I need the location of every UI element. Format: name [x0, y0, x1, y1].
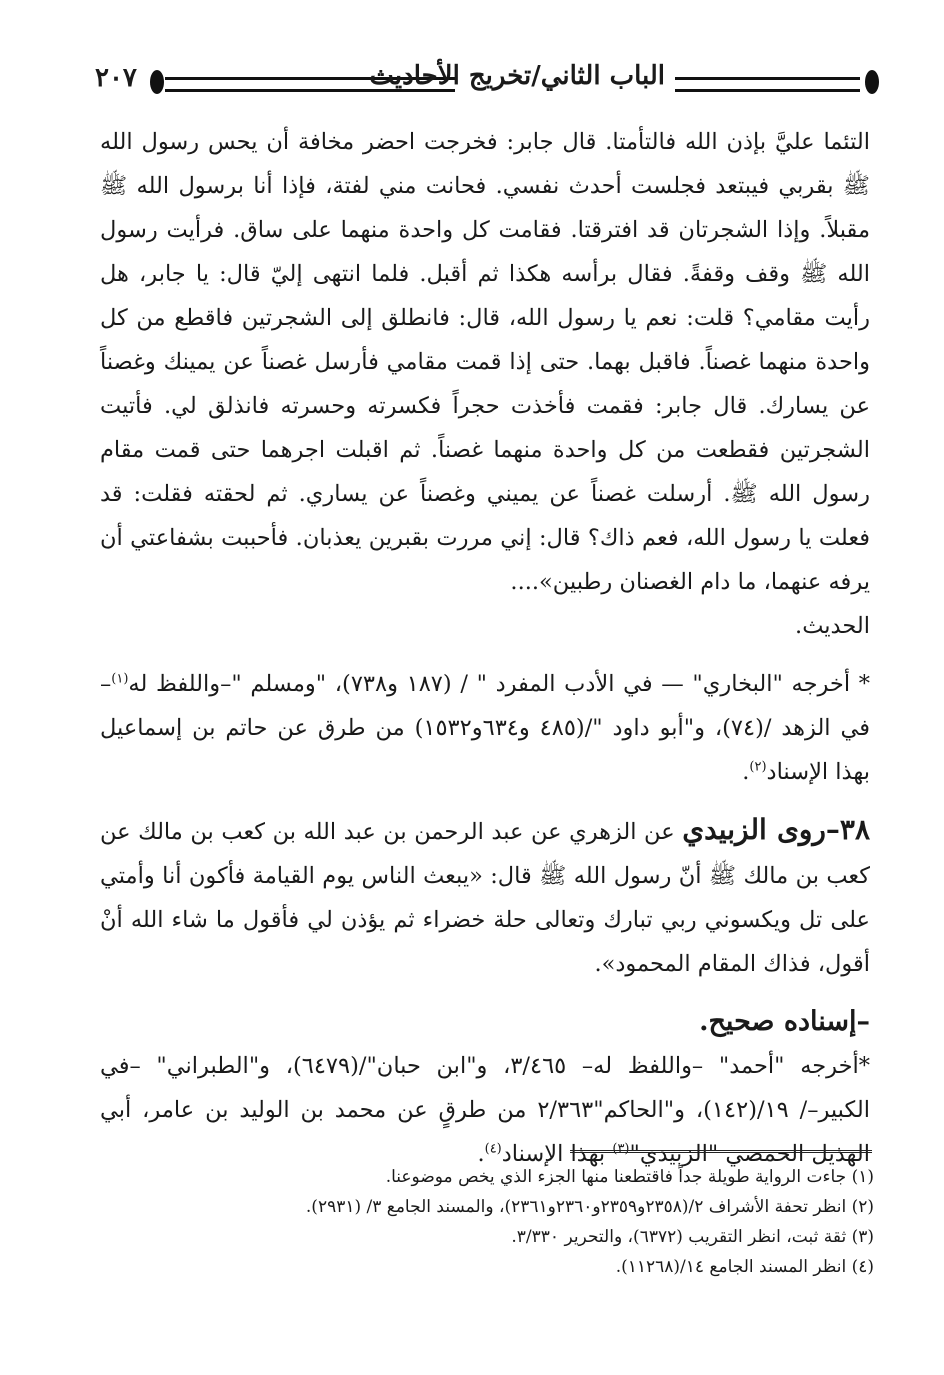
main-text: [100, 120, 870, 1176]
footnote-1: (١) جاءت الرواية طويلة جداً فاقتطعنا منها الجزء الذي يخص موضوعنا.: [385, 1167, 874, 1187]
paragraph-hadith-end: الحديث.: [795, 613, 870, 639]
page-header: [95, 55, 880, 105]
footnote-2: (٢) انظر تحفة الأشراف ٢/(٢٣٥٨و٢٣٥٩و٢٣٦٠و٢٣٦١)، والمسند الجامع ٣/ (٢٩٣١).: [305, 1197, 874, 1217]
paragraph-hadith-text: التئما عليَّ بإذن الله فالتأمتا. قال جابر: فخرجت احضر مخافة أن يحس رسول الله ﷺ بقربي فيبتعد فجلست أحدث نفسي. فحانت مني لفتة، فإذا أنا برسول الله ﷺ مقبلاً. وإذا الشجرتان قد افترقتا. فقامت كل واحدة منهما على ساق. فرأيت رسول الله ﷺ وقف وقفةً. فقال برأسه هكذا ثم أقبل. فلما انتهى إليّ قال: يا جابر، هل رأيت مقامي؟ قلت: نعم يا رسول الله، قال: فانطلق إلى الشجرتين فاقطع من كل واحدة منهما غصناً. فاقبل بهما. حتى إذا قمت مقامي فأرسل غصناً عن يمينك وغصناً عن يسارك. قال جابر: فقمت فأخذت حجراً فكسرته وحسرته فانذلق لي. فأتيت الشجرتين فقطعت من كل واحدة منهما غصناً. ثم اقبلت اجرهما حتى قمت مقام رسول الله ﷺ. أرسلت غصناً عن يميني وغصناً عن يساري. ثم لحقته فقلت: قد فعلت يا رسول الله، فعم ذاك؟ قال: إني مررت بقبرين يعذبان. فأحببت بشفاعتي أن يرفه عنهما، ما دام الغصنان رطبين»....: [100, 129, 870, 595]
header-rule-right: [675, 77, 860, 92]
isnad-grade: –إسناده صحيح.: [699, 1006, 870, 1037]
ornament-right: [865, 70, 879, 94]
footnote-ref-1[interactable]: (١): [111, 671, 129, 687]
footnote-ref-3[interactable]: (٣): [612, 1141, 630, 1157]
page-number: ٢٠٧: [95, 63, 137, 93]
footnote-3: (٣) ثقة ثبت، انظر التقريب (٦٣٧٢)، والتحرير ٣/٣٣٠.: [511, 1227, 874, 1247]
footnote-ref-4[interactable]: (٤): [484, 1141, 502, 1157]
footnote-separator: [570, 1150, 872, 1153]
paragraph-takhrij-2: *أخرجه "أحمد" –واللفظ له– ٣/٤٦٥، و"ابن حبان"/(٦٤٧٩)، و"الطبراني" –في الكبير–/ ١٩/(١٤٢)، و"الحاكم"٢/٣٦٣ من طرقٍ عن محمد بن الوليد بن عامر، أبي الهذيل الحمصي "الزبيدي"$^{(٣)}$ بهذا الإسناد$^{(٤)}$.: [100, 1053, 870, 1167]
ornament-left: [150, 70, 164, 94]
footnotes: [100, 1162, 874, 1282]
paragraph-hadith-38: ٣٨–روى الزبيدي عن الزهري عن عبد الرحمن بن عبد الله بن كعب بن مالك عن كعب بن مالك ﷺ أنّ رسول الله ﷺ قال: «يبعث الناس يوم القيامة فأكون أنا وأمتي على تل ويكسوني ربي تبارك وتعالى حلة خضراء ثم يؤذن لي فأقول ما شاء الله أنْ أقول، فذاك المقام المحمود».: [100, 813, 870, 977]
footnote-4: (٤) انظر المسند الجامع ١٤/(١١٢٦٨).: [615, 1257, 874, 1277]
hadith-number-38: ٣٨–روى الزبيدي: [682, 813, 870, 846]
chapter-title: الباب الثاني/تخريج الأحاديث: [369, 61, 665, 91]
paragraph-takhrij-1: * أخرجه "البخاري" — في الأدب المفرد " / (١٨٧ و٧٣٨)، "ومسلم "–واللفظ له$^{(١)}$– في الزهد /(٧٤)، و"أبو داود "/(٤٨٥ و٦٣٤و١٥٣٢) من طرق عن حاتم بن إسماعيل بهذا الإسناد$^{(٢)}$.: [100, 671, 870, 785]
footnote-ref-2[interactable]: (٢): [749, 759, 767, 775]
